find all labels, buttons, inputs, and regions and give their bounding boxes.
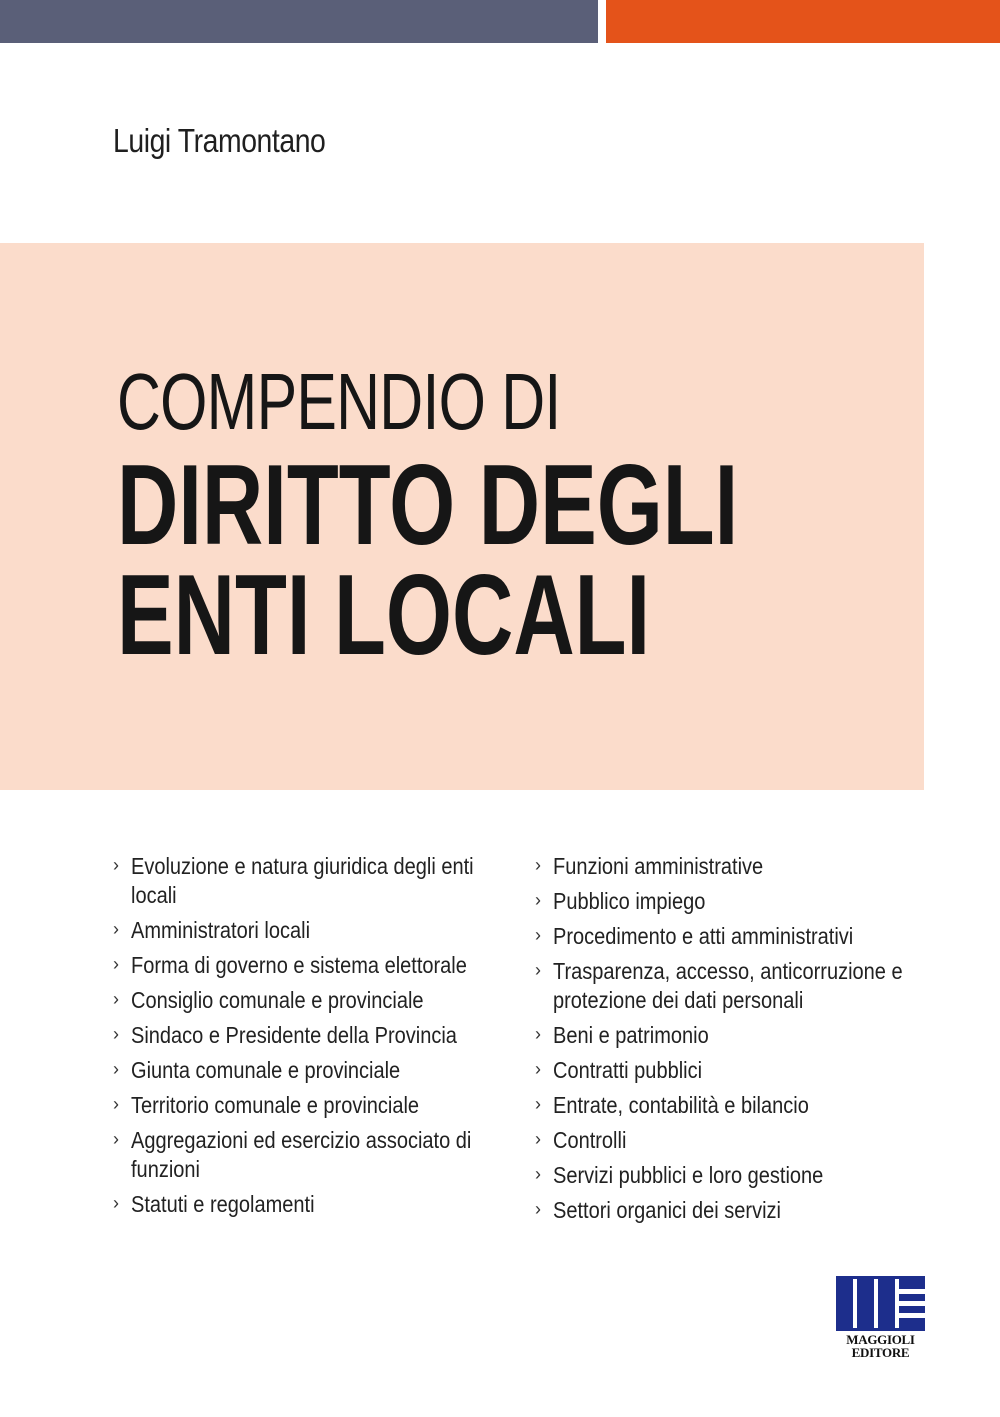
title-line-2: DIRITTO DEGLI — [117, 442, 739, 569]
topic-text: Amministratori locali — [131, 917, 311, 943]
logo-gap — [895, 1279, 899, 1328]
logo-gap — [853, 1279, 857, 1328]
chevron-right-icon: › — [113, 1129, 119, 1149]
topic-text: Statuti e regolamenti — [131, 1191, 315, 1217]
topic-item — [113, 951, 513, 980]
topic-text: Forma di governo e sistema elettorale — [131, 952, 467, 978]
maggioli-logo-icon — [836, 1276, 925, 1331]
chevron-right-icon: › — [113, 989, 119, 1009]
topic-text: Pubblico impiego — [553, 888, 706, 914]
topic-item — [113, 1021, 513, 1050]
topic-item — [535, 1196, 955, 1225]
chevron-right-icon: › — [535, 1094, 541, 1114]
logo-gap — [899, 1289, 925, 1294]
top-bar-right — [606, 0, 1000, 43]
topic-item — [535, 957, 955, 1015]
topic-item — [535, 852, 955, 881]
title-line-3: ENTI LOCALI — [117, 552, 651, 679]
top-bar-left — [0, 0, 598, 43]
chevron-right-icon: › — [535, 1024, 541, 1044]
chevron-right-icon: › — [535, 855, 541, 875]
topic-text: Sindaco e Presidente della Provincia — [131, 1022, 457, 1048]
chevron-right-icon: › — [535, 925, 541, 945]
chevron-right-icon: › — [535, 890, 541, 910]
logo-gap — [899, 1313, 925, 1318]
topic-text: Funzioni amministrative — [553, 853, 764, 879]
topic-text: Trasparenza, accesso, anticorruzione e protezione dei dati personali — [553, 958, 903, 1013]
topic-text: Controlli — [553, 1127, 627, 1153]
topic-text: Beni e patrimonio — [553, 1022, 709, 1048]
chevron-right-icon: › — [113, 919, 119, 939]
chevron-right-icon: › — [113, 1193, 119, 1213]
publisher-logo — [836, 1276, 925, 1358]
topic-item — [535, 1021, 955, 1050]
topic-text: Procedimento e atti amministrativi — [553, 923, 854, 949]
author-name: Luigi Tramontano — [113, 122, 326, 159]
chevron-right-icon: › — [535, 1199, 541, 1219]
chevron-right-icon: › — [113, 1024, 119, 1044]
topic-item — [535, 922, 955, 951]
logo-gap — [899, 1301, 925, 1306]
topic-item — [113, 1091, 513, 1120]
topic-item — [535, 1091, 955, 1120]
topics-list-right — [535, 852, 955, 1231]
chevron-right-icon: › — [113, 1059, 119, 1079]
chevron-right-icon: › — [535, 1129, 541, 1149]
topic-item — [113, 1126, 513, 1184]
chevron-right-icon: › — [113, 954, 119, 974]
chevron-right-icon: › — [535, 1164, 541, 1184]
topic-text: Settori organici dei servizi — [553, 1197, 781, 1223]
topic-text: Territorio comunale e provinciale — [131, 1092, 420, 1118]
topic-item — [113, 852, 513, 910]
topic-item — [535, 1126, 955, 1155]
topic-text: Entrate, contabilità e bilancio — [553, 1092, 809, 1118]
chevron-right-icon: › — [535, 1059, 541, 1079]
topics-list-left — [113, 852, 513, 1225]
chevron-right-icon: › — [535, 960, 541, 980]
topic-text: Giunta comunale e provinciale — [131, 1057, 401, 1083]
publisher-name-line-1: MAGGIOLI — [846, 1332, 915, 1347]
topic-text: Consiglio comunale e provinciale — [131, 987, 424, 1013]
topic-item — [535, 1056, 955, 1085]
topic-item — [113, 1056, 513, 1085]
topic-item — [113, 916, 513, 945]
chevron-right-icon: › — [113, 1094, 119, 1114]
topic-text: Evoluzione e natura giuridica degli enti locali — [131, 853, 474, 908]
topic-item — [535, 1161, 955, 1190]
topic-text: Aggregazioni ed esercizio associato di funzioni — [131, 1127, 472, 1182]
publisher-name-line-2: EDITORE — [851, 1345, 910, 1360]
topic-item — [113, 986, 513, 1015]
topic-item — [535, 887, 955, 916]
chevron-right-icon: › — [113, 855, 119, 875]
logo-gap — [874, 1279, 878, 1328]
topic-text: Servizi pubblici e loro gestione — [553, 1162, 824, 1188]
topic-item — [113, 1190, 513, 1219]
title-line-1: COMPENDIO DI — [117, 357, 561, 446]
topic-text: Contratti pubblici — [553, 1057, 703, 1083]
